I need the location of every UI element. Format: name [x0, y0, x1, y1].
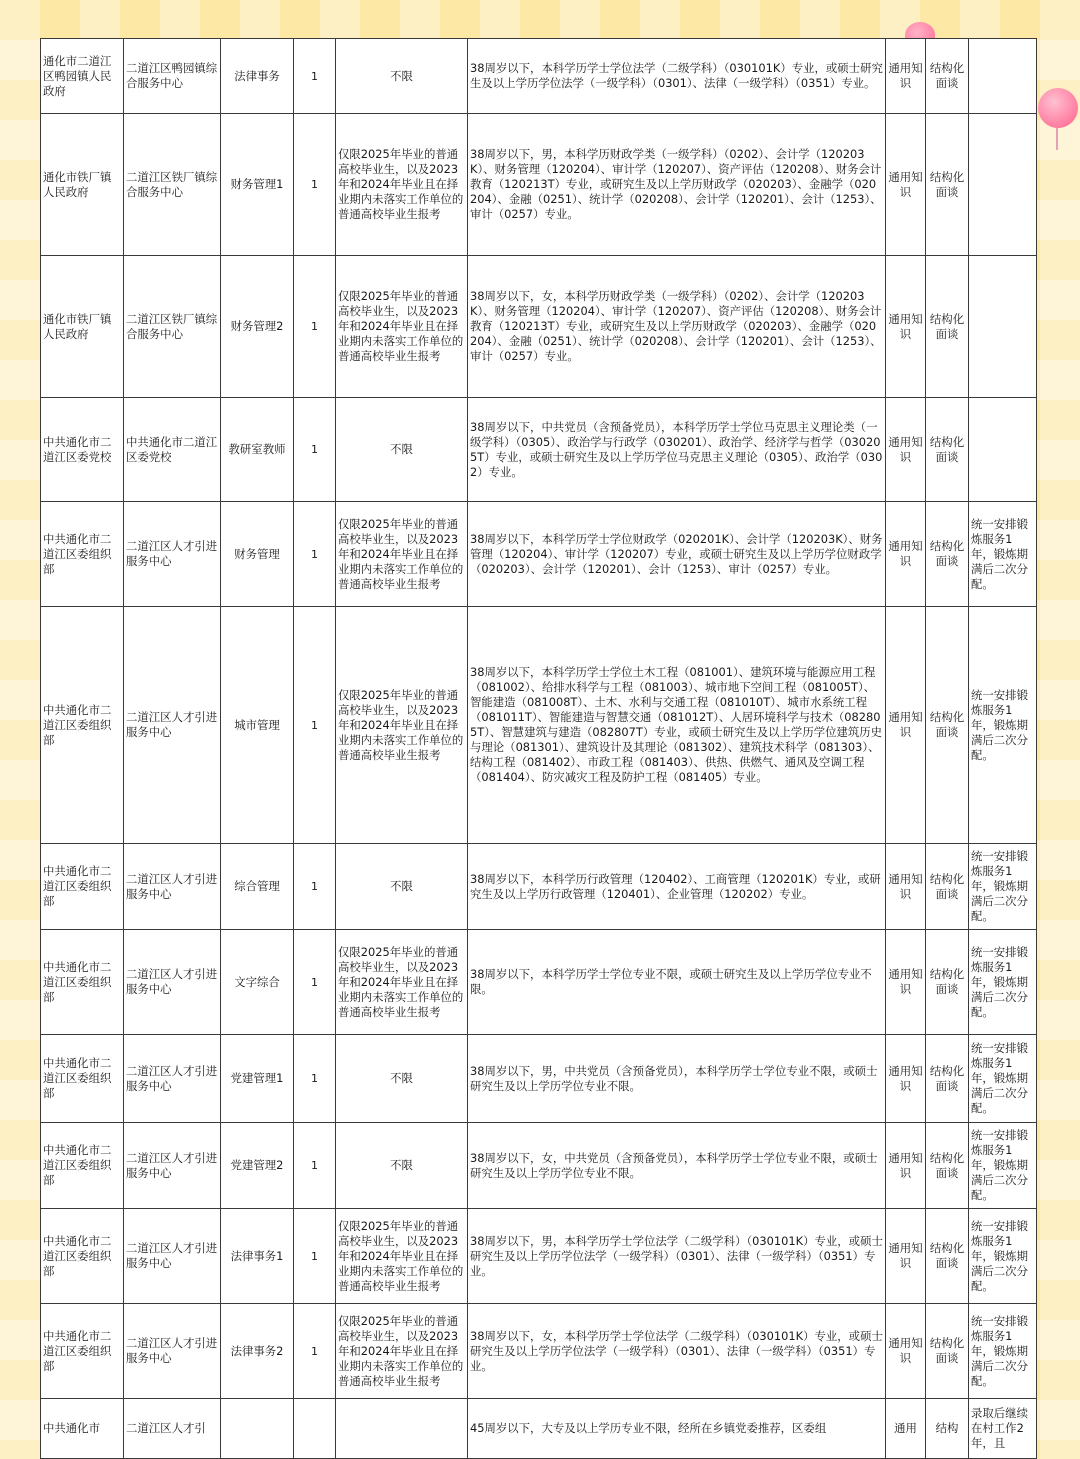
cell-org: 二道江区铁厂镇综合服务中心 [124, 114, 221, 256]
cell-exam: 通用知识 [886, 256, 926, 398]
cell-count: 1 [294, 1035, 336, 1123]
cell-note [969, 256, 1037, 398]
balloon-decoration-icon [1038, 88, 1078, 128]
cell-note: 统一安排锻炼服务1年，锻炼期满后二次分配。 [969, 1209, 1037, 1304]
table-row [41, 256, 1037, 398]
cell-post: 财务管理2 [221, 256, 294, 398]
cell-count: 1 [294, 1304, 336, 1399]
cell-count: 1 [294, 114, 336, 256]
cell-requirements: 38周岁以下，男，中共党员（含预备党员），本科学历学士学位专业不限，或硕士研究生及以上学历学位专业不限。 [468, 1035, 886, 1123]
cell-note [969, 398, 1037, 502]
cell-note: 统一安排锻炼服务1年，锻炼期满后二次分配。 [969, 930, 1037, 1035]
cell-interview: 结构化面谈 [926, 1209, 969, 1304]
table-row [41, 1209, 1037, 1304]
cell-unit: 通化市二道江区鸭园镇人民政府 [41, 39, 124, 114]
cell-interview: 结构化面谈 [926, 1304, 969, 1399]
cell-scope: 不限 [336, 844, 468, 930]
cell-post: 党建管理2 [221, 1123, 294, 1209]
cell-interview: 结构化面谈 [926, 114, 969, 256]
cell-requirements: 38周岁以下，本科学历学士学位土木工程（081001）、建筑环境与能源应用工程（081002）、给排水科学与工程（081003）、城市地下空间工程（081005T）、智能建造（081008T）、土木、水利与交通工程（081010T）、城市水系统工程（081011T）、智能建造与智慧交通（081012T）、人居环境科学与技术（082805T）、智慧建筑与建造（082807T）专业，或硕士研究生及以上学历学位建筑历史与理论（081301）、建筑设计及其理论（081302）、建筑技术科学（081303）、结构工程（081402）、市政工程（081403）、供热、供燃气、通风及空调工程（081404）、防灾减灾工程及防护工程（081405）专业。 [468, 607, 886, 844]
cell-count: 1 [294, 844, 336, 930]
cell-post: 财务管理 [221, 502, 294, 607]
cell-interview: 结构化面谈 [926, 256, 969, 398]
cell-org: 二道江区人才引进服务中心 [124, 930, 221, 1035]
cell-unit: 中共通化市二道江区委组织部 [41, 502, 124, 607]
cell-requirements: 38周岁以下，中共党员（含预备党员），本科学历学士学位马克思主义理论类（一级学科）（0305）、政治学与行政学（030201）、政治学、经济学与哲学（030205T）专业，或硕士研究生及以上学历学位马克思主义理论（0305）、政治学（0302）专业。 [468, 398, 886, 502]
cell-org: 二道江区人才引进服务中心 [124, 844, 221, 930]
cell-post: 财务管理1 [221, 114, 294, 256]
cell-scope: 仅限2025年毕业的普通高校毕业生，以及2023年和2024年毕业且在择业期内未落实工作单位的普通高校毕业生报考 [336, 502, 468, 607]
cell-post: 法律事务 [221, 39, 294, 114]
cell-unit: 中共通化市二道江区委组织部 [41, 930, 124, 1035]
cell-exam: 通用 [886, 1399, 926, 1459]
cell-interview: 结构化面谈 [926, 844, 969, 930]
cell-unit: 中共通化市二道江区委组织部 [41, 844, 124, 930]
cell-exam: 通用知识 [886, 930, 926, 1035]
table-row [41, 930, 1037, 1035]
cell-unit: 中共通化市 [41, 1399, 124, 1459]
cell-scope: 仅限2025年毕业的普通高校毕业生，以及2023年和2024年毕业且在择业期内未落实工作单位的普通高校毕业生报考 [336, 114, 468, 256]
cell-unit: 中共通化市二道江区委组织部 [41, 1209, 124, 1304]
cell-scope: 不限 [336, 39, 468, 114]
cell-post: 文字综合 [221, 930, 294, 1035]
cell-interview: 结构 [926, 1399, 969, 1459]
cell-org: 二道江区铁厂镇综合服务中心 [124, 256, 221, 398]
cell-count: 1 [294, 398, 336, 502]
cell-exam: 通用知识 [886, 607, 926, 844]
cell-scope [336, 1399, 468, 1459]
cell-unit: 通化市铁厂镇人民政府 [41, 256, 124, 398]
cell-note: 统一安排锻炼服务1年，锻炼期满后二次分配。 [969, 1035, 1037, 1123]
cell-note: 统一安排锻炼服务1年，锻炼期满后二次分配。 [969, 1304, 1037, 1399]
cell-scope: 不限 [336, 398, 468, 502]
recruitment-table-sheet [40, 38, 1036, 1458]
cell-interview: 结构化面谈 [926, 1035, 969, 1123]
cell-requirements: 38周岁以下，本科学历行政管理（120402）、工商管理（120201K）专业，或研究生及以上学历行政管理（120401）、企业管理（120202）专业。 [468, 844, 886, 930]
cell-post: 城市管理 [221, 607, 294, 844]
table-row [41, 1399, 1037, 1459]
table-row [41, 114, 1037, 256]
cell-requirements: 38周岁以下，男，本科学历财政学类（一级学科）（0202）、会计学（120203K）、财务管理（120204）、审计学（120207）、资产评估（120208）、财务会计教育（120213T）专业，或研究生及以上学历财政学（020203）、金融学（020204）、金融（0251）、统计学（020208）、会计学（120201）、会计（1253）、审计（0257）专业。 [468, 114, 886, 256]
cell-count: 1 [294, 502, 336, 607]
cell-note: 录取后继续在村工作2年，且 [969, 1399, 1037, 1459]
cell-post: 法律事务1 [221, 1209, 294, 1304]
cell-count: 1 [294, 256, 336, 398]
cell-org: 二道江区人才引进服务中心 [124, 1209, 221, 1304]
cell-scope: 不限 [336, 1035, 468, 1123]
cell-count: 1 [294, 930, 336, 1035]
cell-unit: 中共通化市二道江区委组织部 [41, 1035, 124, 1123]
cell-exam: 通用知识 [886, 39, 926, 114]
cell-count [294, 1399, 336, 1459]
cell-org: 二道江区人才引进服务中心 [124, 1304, 221, 1399]
table-row [41, 607, 1037, 844]
cell-scope: 仅限2025年毕业的普通高校毕业生，以及2023年和2024年毕业且在择业期内未落实工作单位的普通高校毕业生报考 [336, 930, 468, 1035]
cell-interview: 结构化面谈 [926, 607, 969, 844]
cell-exam: 通用知识 [886, 1123, 926, 1209]
cell-org: 二道江区人才引 [124, 1399, 221, 1459]
cell-scope: 仅限2025年毕业的普通高校毕业生，以及2023年和2024年毕业且在择业期内未落实工作单位的普通高校毕业生报考 [336, 1304, 468, 1399]
cell-requirements: 38周岁以下，女，本科学历财政学类（一级学科）（0202）、会计学（120203K）、财务管理（120204）、审计学（120207）、资产评估（120208）、财务会计教育（120213T）专业，或研究生及以上学历财政学（020203）、金融学（020204）、金融（0251）、统计学（020208）、会计学（120201）、会计（1253）、审计（0257）专业。 [468, 256, 886, 398]
cell-scope: 仅限2025年毕业的普通高校毕业生，以及2023年和2024年毕业且在择业期内未落实工作单位的普通高校毕业生报考 [336, 1209, 468, 1304]
cell-note: 统一安排锻炼服务1年，锻炼期满后二次分配。 [969, 607, 1037, 844]
cell-unit: 中共通化市二道江区委组织部 [41, 1304, 124, 1399]
cell-exam: 通用知识 [886, 1304, 926, 1399]
cell-unit: 中共通化市二道江区委组织部 [41, 1123, 124, 1209]
table-row [41, 39, 1037, 114]
cell-note [969, 114, 1037, 256]
cell-exam: 通用知识 [886, 398, 926, 502]
cell-unit: 通化市铁厂镇人民政府 [41, 114, 124, 256]
table-row [41, 1123, 1037, 1209]
cell-requirements: 38周岁以下，本科学历学士学位法学（二级学科）（030101K）专业，或硕士研究生及以上学历学位法学（一级学科）（0301）、法律（一级学科）（0351）专业。 [468, 39, 886, 114]
cell-unit: 中共通化市二道江区委组织部 [41, 607, 124, 844]
cell-post: 综合管理 [221, 844, 294, 930]
cell-note [969, 39, 1037, 114]
cell-exam: 通用知识 [886, 844, 926, 930]
cell-exam: 通用知识 [886, 114, 926, 256]
cell-scope: 不限 [336, 1123, 468, 1209]
cell-scope: 仅限2025年毕业的普通高校毕业生，以及2023年和2024年毕业且在择业期内未落实工作单位的普通高校毕业生报考 [336, 256, 468, 398]
cell-count: 1 [294, 39, 336, 114]
cell-count: 1 [294, 607, 336, 844]
cell-exam: 通用知识 [886, 1035, 926, 1123]
cell-org: 中共通化市二道江区委党校 [124, 398, 221, 502]
cell-exam: 通用知识 [886, 502, 926, 607]
table-row [41, 1304, 1037, 1399]
cell-post: 教研室教师 [221, 398, 294, 502]
cell-note: 统一安排锻炼服务1年，锻炼期满后二次分配。 [969, 1123, 1037, 1209]
cell-requirements: 45周岁以下，大专及以上学历专业不限，经所在乡镇党委推荐，区委组 [468, 1399, 886, 1459]
cell-interview: 结构化面谈 [926, 930, 969, 1035]
cell-exam: 通用知识 [886, 1209, 926, 1304]
cell-note: 统一安排锻炼服务1年，锻炼期满后二次分配。 [969, 502, 1037, 607]
cell-post [221, 1399, 294, 1459]
cell-interview: 结构化面谈 [926, 502, 969, 607]
cell-requirements: 38周岁以下，本科学历学士学位财政学（020201K）、会计学（120203K）、财务管理（120204）、审计学（120207）专业，或硕士研究生及以上学历学位财政学（020203）、会计学（120201）、会计（1253）、审计（0257）专业。 [468, 502, 886, 607]
cell-unit: 中共通化市二道江区委党校 [41, 398, 124, 502]
cell-requirements: 38周岁以下，女，本科学历学士学位法学（二级学科）（030101K）专业，或硕士研究生及以上学历学位法学（一级学科）（0301）、法律（一级学科）（0351）专业。 [468, 1304, 886, 1399]
cell-post: 党建管理1 [221, 1035, 294, 1123]
cell-interview: 结构化面谈 [926, 39, 969, 114]
cell-org: 二道江区人才引进服务中心 [124, 502, 221, 607]
cell-count: 1 [294, 1123, 336, 1209]
cell-org: 二道江区鸭园镇综合服务中心 [124, 39, 221, 114]
cell-requirements: 38周岁以下，男，本科学历学士学位法学（二级学科）（030101K）专业，或硕士研究生及以上学历学位法学（一级学科）（0301）、法律（一级学科）（0351）专业。 [468, 1209, 886, 1304]
cell-requirements: 38周岁以下，女，中共党员（含预备党员），本科学历学士学位专业不限，或硕士研究生及以上学历学位专业不限。 [468, 1123, 886, 1209]
cell-scope: 仅限2025年毕业的普通高校毕业生，以及2023年和2024年毕业且在择业期内未落实工作单位的普通高校毕业生报考 [336, 607, 468, 844]
cell-interview: 结构化面谈 [926, 398, 969, 502]
table-row [41, 398, 1037, 502]
cell-note: 统一安排锻炼服务1年，锻炼期满后二次分配。 [969, 844, 1037, 930]
table-row [41, 1035, 1037, 1123]
cell-org: 二道江区人才引进服务中心 [124, 1123, 221, 1209]
cell-requirements: 38周岁以下，本科学历学士学位专业不限，或硕士研究生及以上学历学位专业不限。 [468, 930, 886, 1035]
cell-count: 1 [294, 1209, 336, 1304]
recruitment-table [40, 38, 1037, 1459]
cell-org: 二道江区人才引进服务中心 [124, 607, 221, 844]
table-row [41, 502, 1037, 607]
cell-post: 法律事务2 [221, 1304, 294, 1399]
cell-interview: 结构化面谈 [926, 1123, 969, 1209]
cell-org: 二道江区人才引进服务中心 [124, 1035, 221, 1123]
table-row [41, 844, 1037, 930]
